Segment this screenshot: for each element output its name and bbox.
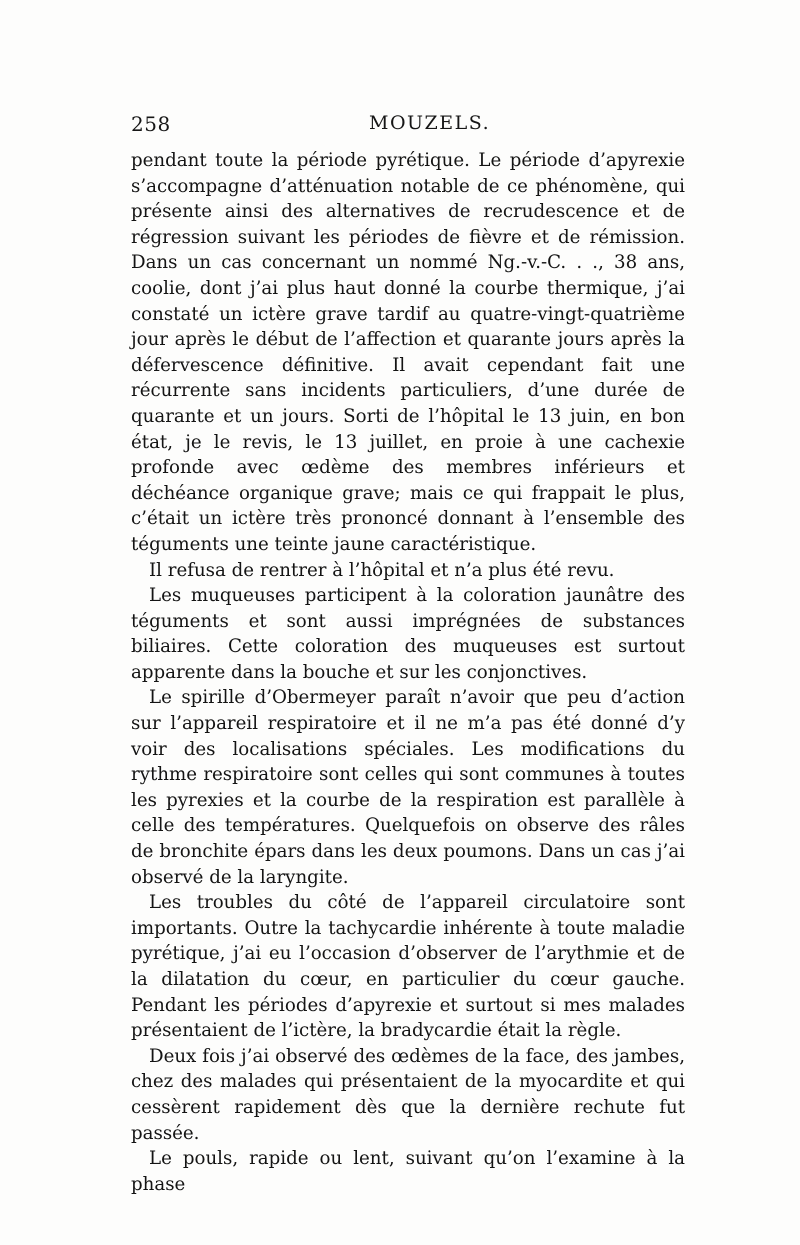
paragraph-respiratory: Le spirille d’Obermeyer paraît n’avoir que peu d’action sur l’appareil respiratoire et il ne m’a pas été donné d’y voir des localisations spéciales. Les modifications du rythme respiratoire sont celles qui sont communes à toutes les pyrexies et la courbe de la respiration est parallèle à celle des températures. Quelquefois on observe des râles de bronchite épars dans les deux poumons. Dans un cas j’ai observé de la laryngite. <box>131 687 685 888</box>
page-number: 258 <box>131 112 171 136</box>
paragraph-edema: Deux fois j’ai observé des œdèmes de la face, des jambes, chez des malades qui présentaient de la myocardite et qui cessèrent rapidement dès que la dernière rechute fut passée. <box>131 1045 685 1144</box>
paragraph-circulatory: Les troubles du côté de l’appareil circulatoire sont importants. Outre la tachycardie inhérente à toute maladie pyrétique, j’ai eu l’occasion d’observer de l’arythmie et de la dilatation du cœur, en particulier du cœur gauche. Pendant les périodes d’apyrexie et surtout si mes malades présentaient de l’ictère, la bradycardie était la règle. <box>131 892 685 1042</box>
page-header <box>131 112 681 142</box>
body-text <box>131 148 685 1197</box>
paragraph-continuation: pendant toute la période pyrétique. Le période d’apyrexie s’accompagne d’atténuation notable de ce phénomène, qui présente ainsi des alternatives de recrudescence et de régression suivant les périodes de fièvre et de rémission. Dans un cas concernant un nommé Ng.-v.-C. . ., 38 ans, coolie, dont j’ai plus haut donné la courbe thermique, j’ai constaté un ictère grave tardif au quatre-vingt-quatrième jour après le début de l’affection et quarante jours après la défervescence définitive. Il avait cependant fait une récurrente sans incidents particuliers, d’une durée de quarante et un jours. Sorti de l’hôpital le 13 juin, en bon état, je le revis, le 13 juillet, en proie à une cachexie profonde avec œdème des membres inférieurs et déchéance organique grave; mais ce qui frappait le plus, c’était un ictère très prononcé donnant à l’ensemble des téguments une teinte jaune caractéristique. <box>131 150 685 555</box>
paragraph-refusal: Il refusa de rentrer à l’hôpital et n’a plus été revu. <box>149 559 615 581</box>
running-head: MOUZELS. <box>369 112 491 134</box>
paragraph-pulse: Le pouls, rapide ou lent, suivant qu’on l’examine à la phase <box>131 1148 685 1195</box>
paragraph-mucous-membranes: Les muqueuses participent à la coloration jaunâtre des téguments et sont aussi imprégnées de substances biliaires. Cette coloration des muqueuses est surtout apparente dans la bouche et sur les conjonctives. <box>131 585 685 683</box>
